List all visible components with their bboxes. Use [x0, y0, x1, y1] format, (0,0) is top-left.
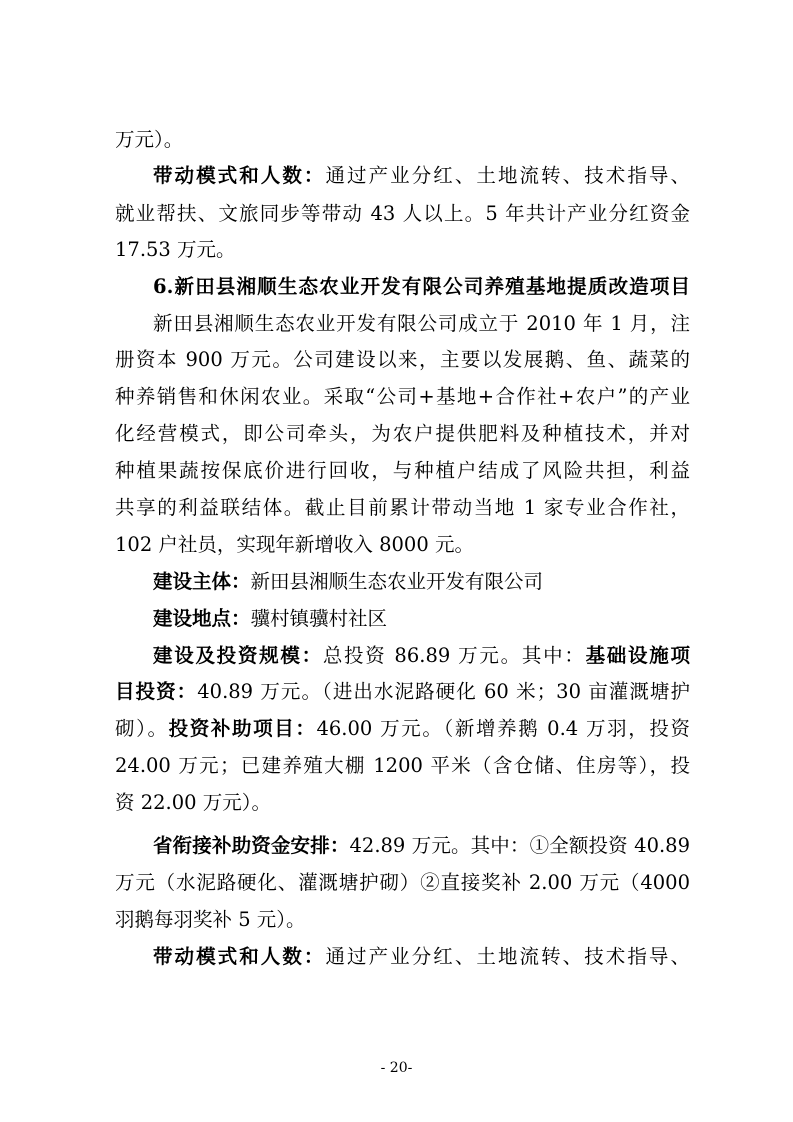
text-line: 化经营模式，即公司牵头，为农户提供肥料及种植技术，并对 — [115, 422, 690, 445]
text-line: 带动模式和人数：通过产业分红、土地流转、技术指导、 — [153, 945, 690, 968]
text-line: 种植果蔬按保底价进行回收，与种植户结成了风险共担，利益 — [115, 459, 690, 482]
section-heading: 6.新田县湘顺生态农业开发有限公司养殖基地提质改造项目 — [153, 275, 690, 298]
text-line: 册资本 900 万元。公司建设以来，主要以发展鹅、鱼、蔬菜的 — [115, 348, 690, 371]
text-line: 建设主体：新田县湘顺生态农业开发有限公司 — [153, 570, 544, 593]
text-line: 种养销售和休闲农业。采取“公司+基地+合作社+农户”的产业 — [115, 385, 690, 408]
page-number: - 20- — [380, 1060, 413, 1076]
text-line: 新田县湘顺生态农业开发有限公司成立于 2010 年 1 月，注 — [153, 312, 690, 335]
text-line: 建设地点：骥村镇骥村社区 — [153, 607, 388, 630]
text-line: 羽鹅每羽奖补 5 元）。 — [115, 908, 306, 931]
text-line: 102 户社员，实现年新增收入 8000 元。 — [115, 533, 474, 556]
text-line: 万元（水泥路硬化、灌溉塘护砌）②直接奖补 2.00 万元（4000 — [115, 871, 690, 894]
text-line: 资 22.00 万元）。 — [115, 791, 271, 814]
text-line: 目投资：40.89 万元。（进出水泥路硬化 60 米；30 亩灌溉塘护 — [115, 680, 690, 703]
text-line: 万元）。 — [115, 128, 184, 151]
text-line: 省衔接补助资金安排：42.89 万元。其中：①全额投资 40.89 — [153, 834, 690, 857]
text-line: 17.53 万元。 — [115, 238, 236, 261]
text-line: 建设及投资规模：总投资 86.89 万元。其中：基础设施项 — [153, 644, 690, 667]
text-line: 砌）。投资补助项目：46.00 万元。（新增养鹅 0.4 万羽，投资 — [115, 717, 690, 740]
text-line: 带动模式和人数：通过产业分红、土地流转、技术指导、 — [153, 164, 690, 187]
text-line: 共享的利益联结体。截止目前累计带动当地 1 家专业合作社， — [115, 496, 690, 519]
text-line: 就业帮扶、文旅同步等带动 43 人以上。5 年共计产业分红资金 — [115, 202, 690, 225]
text-line: 24.00 万元；已建养殖大棚 1200 平米（含仓储、住房等），投 — [115, 754, 690, 777]
